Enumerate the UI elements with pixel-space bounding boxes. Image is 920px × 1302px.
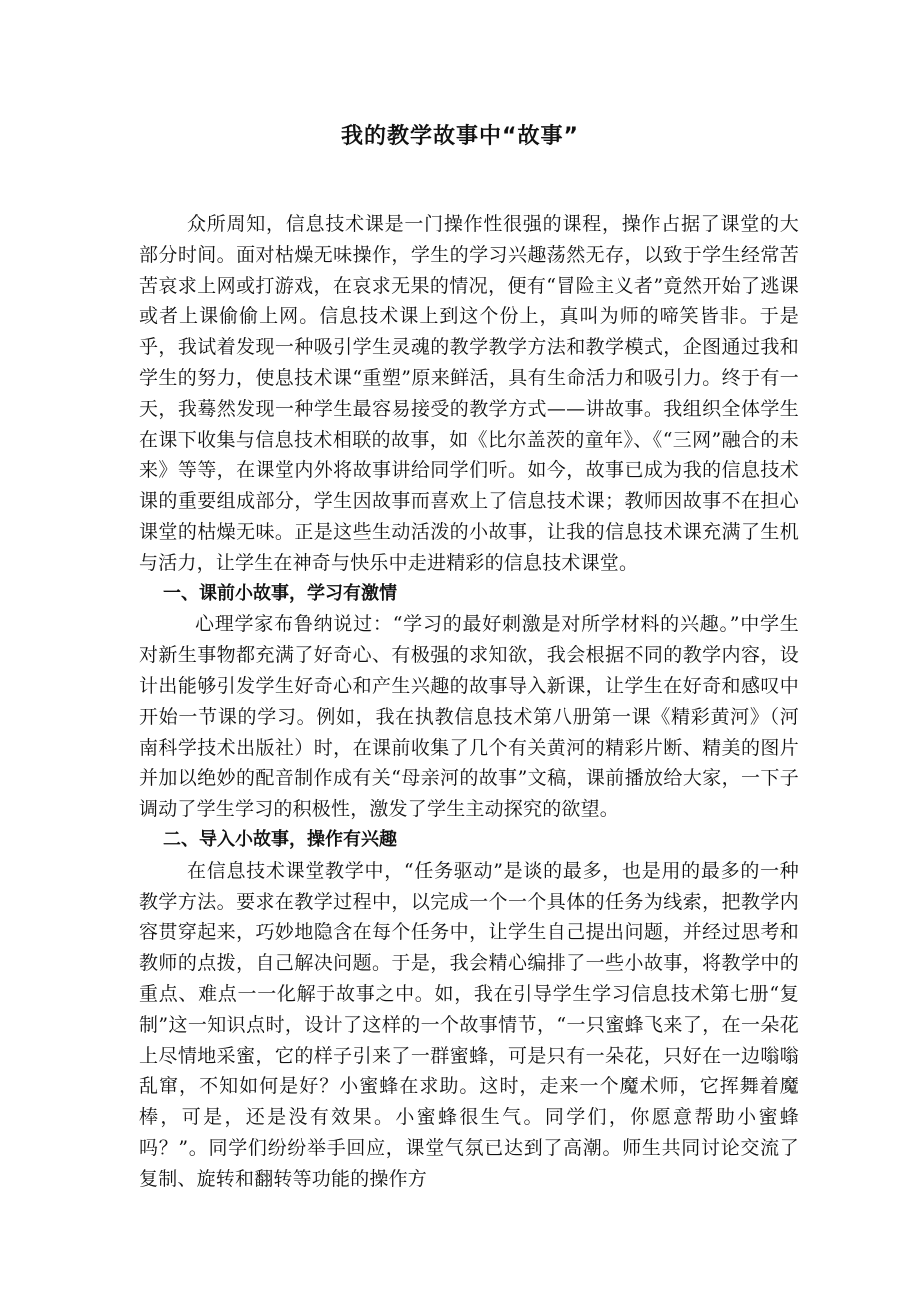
section-1-paragraph: 心理学家布鲁纳说过：“学习的最好刺激是对所学材料的兴趣。”中学生对新生事物都充满了好奇心、有极强的求知欲，我会根据不同的教学内容，设计出能够引发学生好奇心和产生兴趣的故事导入新课，让学生在好奇和感叹中开始一节课的学习。例如，我在执教信息技术第八册第一课《精彩黄河》（河南科学技术出版社）时，在课前收集了几个有关黄河的精彩片断、精美的图片并加以绝妙的配音制作成有关“母亲河的故事”文稿，课前播放给大家，一下子调动了学生学习的积极性，激发了学生主动探究的欲望。 — [139, 613, 799, 821]
document-title: 我的教学故事中“故事” — [341, 124, 579, 149]
document-body — [139, 209, 799, 1195]
section-heading-2: 二、导入小故事，操作有兴趣 — [163, 828, 397, 850]
intro-paragraph: 众所周知，信息技术课是一门操作性很强的课程，操作占据了课堂的大部分时间。面对枯燥无味操作，学生的学习兴趣荡然无存，以致于学生经常苦苦哀求上网或打游戏，在哀求无果的情况，便有“冒险主义者”竟然开始了逃课或者上课偷偷上网。信息技术课上到这个份上，真叫为师的啼笑皆非。于是乎，我试着发现一种吸引学生灵魂的教学教学方法和教学模式，企图通过我和学生的努力，使息技术课“重塑”原来鲜活，具有生命活力和吸引力。终于有一天，我蓦然发现一种学生最容易接受的教学方式——讲故事。我组织全体学生在课下收集与信息技术相联的故事，如《比尔盖茨的童年》、《“三网”融合的未来》等等，在课堂内外将故事讲给同学们听。如今，故事已成为我的信息技术课的重要组成部分，学生因故事而喜欢上了信息技术课；教师因故事不在担心课堂的枯燥无味。正是这些生动活泼的小故事，让我的信息技术课充满了生机与活力，让学生在神奇与快乐中走进精彩的信息技术课堂。 — [139, 213, 799, 574]
section-2-paragraph: 在信息技术课堂教学中，“任务驱动”是谈的最多，也是用的最多的一种教学方法。要求在教学过程中，以完成一个一个具体的任务为线索，把教学内容贯穿起来，巧妙地隐含在每个任务中，让学生自己提出问题，并经过思考和教师的点拨，自己解决问题。于是，我会精心编排了一些小故事，将教学中的重点、难点一一化解于故事之中。如，我在引导学生学习信息技术第七册“复制”这一知识点时，设计了这样的一个故事情节，“一只蜜蜂飞来了，在一朵花上尽情地采蜜，它的样子引来了一群蜜蜂，可是只有一朵花，只好在一边嗡嗡乱窜，不知如何是好？小蜜蜂在求助。这时，走来一个魔术师，它挥舞着魔棒，可是，还是没有效果。小蜜蜂很生气。同学们，你愿意帮助小蜜蜂吗？”。同学们纷纷举手回应，课堂气氛已达到了高潮。师生共同讨论交流了复制、旋转和翻转等功能的操作方 — [139, 859, 799, 1190]
section-heading-1: 一、课前小故事，学习有激情 — [163, 582, 397, 604]
